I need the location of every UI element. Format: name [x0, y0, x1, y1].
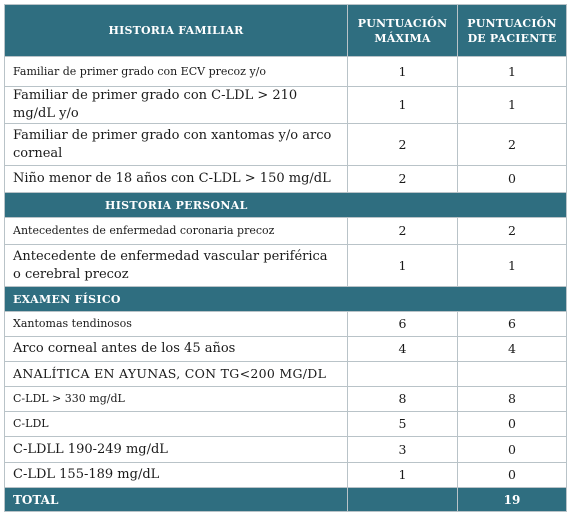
- row-label: Familiar de primer grado con C-LDL > 210 mg/dL y/o: [5, 87, 348, 124]
- max-score: 1: [348, 245, 458, 287]
- total-value: 19: [458, 488, 567, 512]
- row-label: Familiar de primer grado con ECV precoz y/o: [5, 57, 348, 87]
- patient-score: 1: [458, 87, 567, 124]
- patient-score: 4: [458, 337, 567, 362]
- max-score: 6: [348, 312, 458, 337]
- max-score: 1: [348, 87, 458, 124]
- patient-score: 1: [458, 57, 567, 87]
- table-row: [5, 124, 567, 166]
- row-label: Familiar de primer grado con xantomas y/o arco corneal: [5, 124, 348, 166]
- table-row: [5, 463, 567, 488]
- max-score: 1: [348, 57, 458, 87]
- patient-score: 2: [458, 124, 567, 166]
- table-row: [5, 87, 567, 124]
- patient-score: 1: [458, 245, 567, 287]
- row-label: C-LDL 155-189 mg/dL: [5, 463, 348, 488]
- patient-score: 6: [458, 312, 567, 337]
- patient-score: 0: [458, 463, 567, 488]
- row-label: C-LDL > 330 mg/dL: [5, 387, 348, 412]
- table-row: [5, 412, 567, 437]
- section-title: EXAMEN FÍSICO: [5, 287, 567, 312]
- section-header-exam: [5, 287, 567, 312]
- row-label: C-LDLL 190-249 mg/dL: [5, 437, 348, 463]
- table-row: [5, 57, 567, 87]
- table-row: [5, 437, 567, 463]
- table-row: [5, 337, 567, 362]
- row-label: Antecedentes de enfermedad coronaria precoz: [5, 218, 348, 245]
- max-score: 1: [348, 463, 458, 488]
- score-table: [4, 4, 567, 512]
- table-row: [5, 312, 567, 337]
- table-row: [5, 166, 567, 193]
- row-label: Niño menor de 18 años con C-LDL > 150 mg/dL: [5, 166, 348, 193]
- patient-score: 2: [458, 218, 567, 245]
- max-score: 2: [348, 166, 458, 193]
- max-score: 2: [348, 218, 458, 245]
- header-max-score: PUNTUACIÓN MÁXIMA: [348, 5, 458, 57]
- header-family-history: HISTORIA FAMILIAR: [5, 5, 348, 57]
- row-label: Antecedente de enfermedad vascular periférica o cerebral precoz: [5, 245, 348, 287]
- lab-subheader-row: [5, 362, 567, 387]
- table-row: [5, 245, 567, 287]
- row-label: C-LDL: [5, 412, 348, 437]
- patient-score: 0: [458, 412, 567, 437]
- max-score: 5: [348, 412, 458, 437]
- table-row: [5, 218, 567, 245]
- total-row: [5, 488, 567, 512]
- total-label: TOTAL: [5, 488, 348, 512]
- max-score: 8: [348, 387, 458, 412]
- max-score: 4: [348, 337, 458, 362]
- table-row: [5, 387, 567, 412]
- row-label: Xantomas tendinosos: [5, 312, 348, 337]
- patient-score: 8: [458, 387, 567, 412]
- patient-score: 0: [458, 437, 567, 463]
- table-header: [5, 5, 567, 57]
- max-score: 2: [348, 124, 458, 166]
- section-title: HISTORIA PERSONAL: [5, 193, 567, 218]
- lab-subheader: ANALÍTICA EN AYUNAS, CON TG<200 MG/DL: [5, 362, 348, 387]
- header-patient-score: PUNTUACIÓN DE PACIENTE: [458, 5, 567, 57]
- section-header-personal: [5, 193, 567, 218]
- max-score: 3: [348, 437, 458, 463]
- patient-score: 0: [458, 166, 567, 193]
- row-label: Arco corneal antes de los 45 años: [5, 337, 348, 362]
